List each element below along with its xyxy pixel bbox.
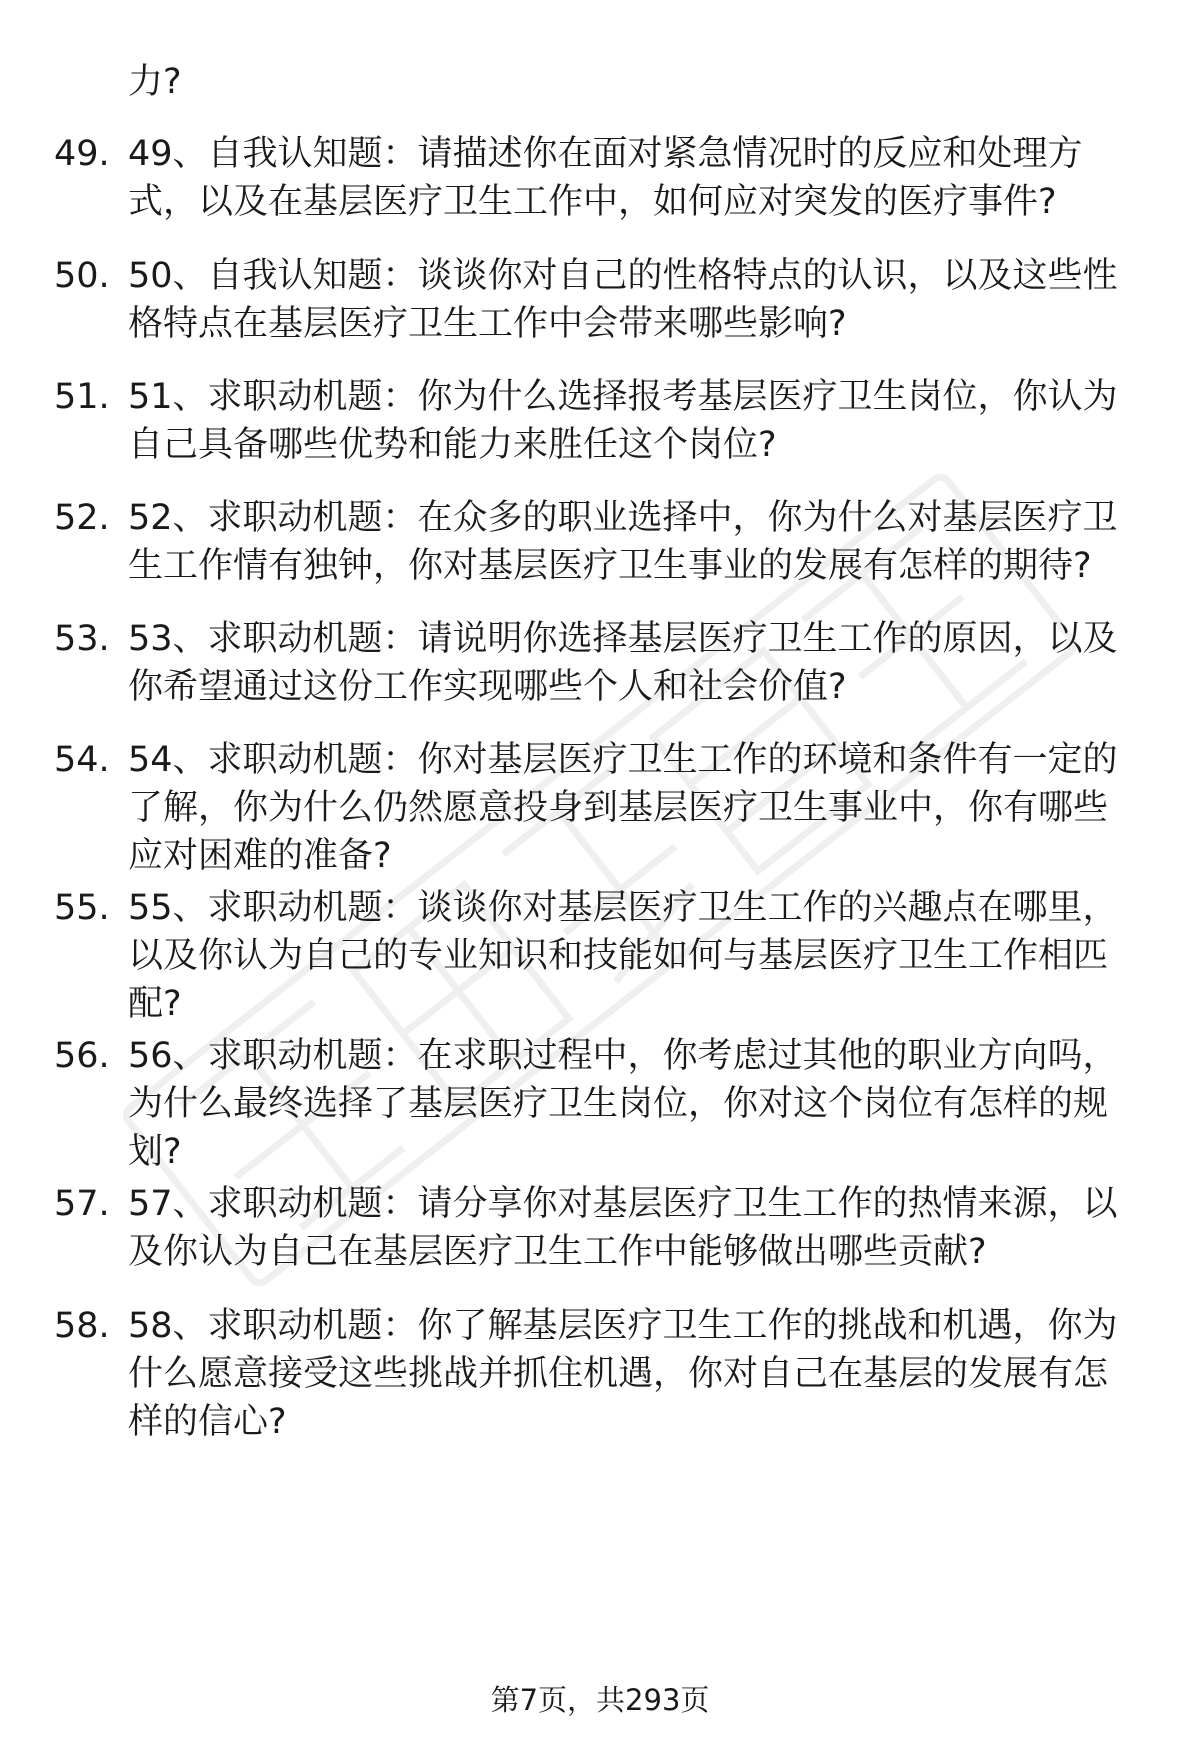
item-text-line: 50、自我认知题：谈谈你对自己的性格特点的认识，以及这些性 (128, 256, 1118, 296)
item-text-line: 以及你认为自己的专业知识和技能如何与基层医疗卫生工作相匹 (128, 936, 1109, 976)
item-text-line: 样的信心? (128, 1402, 287, 1442)
item-text-line: 49、自我认知题：请描述你在面对紧急情况时的反应和处理方 (128, 134, 1083, 174)
item-text-line: 了解，你为什么仍然愿意投身到基层医疗卫生事业中，你有哪些 (128, 788, 1109, 828)
page-footer: 第7页，共293页 (490, 1683, 710, 1717)
item-text-line: 格特点在基层医疗卫生工作中会带来哪些影响? (128, 304, 847, 344)
item-text (128, 252, 1158, 348)
item-number: 54. (54, 740, 110, 780)
item-text-line: 52、求职动机题：在众多的职业选择中，你为什么对基层医疗卫 (128, 498, 1118, 538)
item-text-line: 什么愿意接受这些挑战并抓住机遇，你对自己在基层的发展有怎 (128, 1354, 1109, 1394)
item-text (128, 736, 1158, 880)
item-text-line: 你希望通过这份工作实现哪些个人和社会价值? (128, 667, 847, 707)
item-text-line: 为什么最终选择了基层医疗卫生岗位，你对这个岗位有怎样的规 (128, 1084, 1109, 1124)
item-text-line: 51、求职动机题：你为什么选择报考基层医疗卫生岗位，你认为 (128, 377, 1118, 417)
item-text-line: 54、求职动机题：你对基层医疗卫生工作的环境和条件有一定的 (128, 740, 1118, 780)
item-text-line: 生工作情有独钟，你对基层医疗卫生事业的发展有怎样的期待? (128, 546, 1092, 586)
item-number: 49. (54, 134, 110, 174)
item-number: 51. (54, 377, 110, 417)
continuation-text: 力? (128, 62, 182, 102)
item-text-line: 53、求职动机题：请说明你选择基层医疗卫生工作的原因，以及 (128, 619, 1118, 659)
item-number: 50. (54, 256, 110, 296)
item-text-line: 划? (128, 1132, 182, 1172)
item-text (128, 373, 1158, 469)
item-number: 53. (54, 619, 110, 659)
item-text-line: 配? (128, 984, 182, 1024)
item-text-line: 自己具备哪些优势和能力来胜任这个岗位? (128, 425, 777, 465)
item-number: 55. (54, 888, 110, 928)
item-number: 58. (54, 1306, 110, 1346)
item-text-line: 58、求职动机题：你了解基层医疗卫生工作的挑战和机遇，你为 (128, 1306, 1118, 1346)
item-text (128, 130, 1158, 226)
item-text-line: 及你认为自己在基层医疗卫生工作中能够做出哪些贡献? (128, 1232, 987, 1272)
item-text-line: 式，以及在基层医疗卫生工作中，如何应对突发的医疗事件? (128, 182, 1057, 222)
item-text (128, 1180, 1158, 1276)
item-text-line: 55、求职动机题：谈谈你对基层医疗卫生工作的兴趣点在哪里， (128, 888, 1118, 928)
item-text (128, 1302, 1158, 1446)
item-text-line: 应对困难的准备? (128, 836, 392, 876)
item-text-line: 56、求职动机题：在求职过程中，你考虑过其他的职业方向吗， (128, 1036, 1118, 1076)
item-text (128, 615, 1158, 711)
item-number: 57. (54, 1184, 110, 1224)
item-text (128, 1032, 1158, 1176)
item-number: 52. (54, 498, 110, 538)
item-number: 56. (54, 1036, 110, 1076)
item-text-line: 57、求职动机题：请分享你对基层医疗卫生工作的热情来源，以 (128, 1184, 1118, 1224)
item-text (128, 884, 1158, 1028)
item-text (128, 494, 1158, 590)
